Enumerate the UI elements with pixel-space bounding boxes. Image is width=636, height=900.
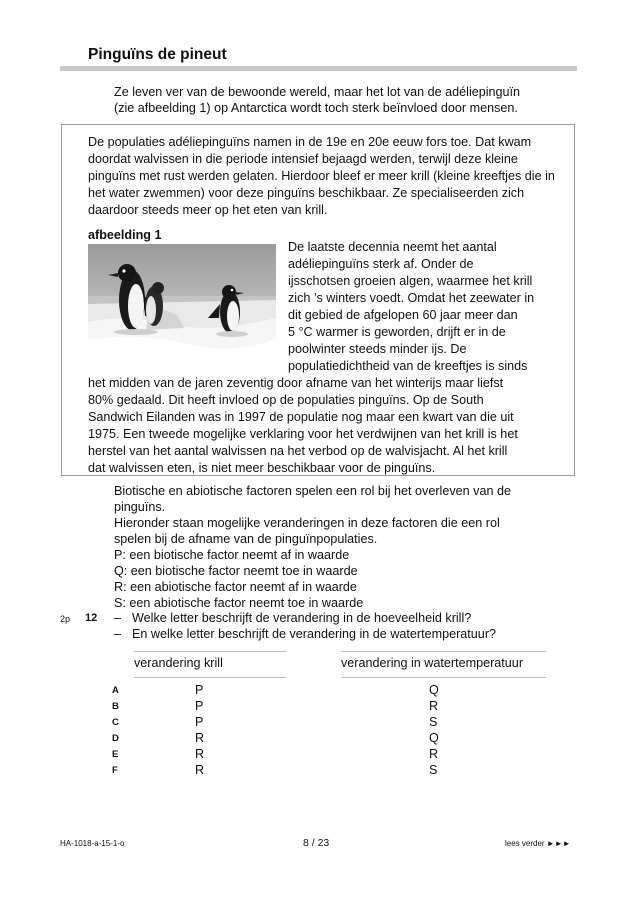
text-line: dit gebied de afgelopen 60 jaar meer dan [288, 308, 518, 322]
option-temperature: Q [429, 683, 439, 697]
option-temperature: Q [429, 731, 439, 745]
source-paragraph-1: De populaties adéliepinguïns namen in de 19e en 20e eeuw fors toe. Dat kwam doordat walvissen in die periode intensief bejaagd werden, terwijl deze kleine pinguïns met rust werden gelaten. Hierdoor bleef er meer krill (kleine kreeftjes die in het water zwemmen) voor deze pinguïns beschikbaar. Ze specialiseerden zich daardoor steeds meer op het eten van krill. [88, 135, 555, 217]
footer-continue: lees verder ►►► [505, 839, 571, 848]
question-number: 12 [85, 612, 98, 624]
text-line: zich ’s winters voedt. Omdat het zeewater in [288, 291, 535, 305]
column-header-krill: verandering krill [134, 656, 223, 670]
text-line: 1975. Een tweede mogelijke verklaring voor het verdwijnen van het krill is het [88, 427, 518, 441]
question-items [114, 610, 496, 642]
dash-bullet: – [114, 627, 122, 641]
text-line: Biotische en abiotische factoren spelen een rol bij het overleven van de [114, 484, 511, 498]
table-rule [134, 651, 286, 652]
dash-bullet: – [114, 611, 122, 625]
option-temperature: R [429, 699, 439, 713]
source-paragraph-2 [88, 375, 568, 477]
page-title: Pinguïns de pineut [88, 46, 227, 63]
option-krill: P [195, 715, 204, 729]
intro-line: Ze leven ver van de bewoonde wereld, maar het lot van de adéliepinguïn [114, 85, 521, 99]
text-line: De laatste decennia neemt het aantal [288, 240, 497, 254]
option-krill: P [195, 683, 204, 697]
column-header-temperature: verandering in watertemperatuur [341, 656, 524, 670]
text-line: 5 °C warmer is geworden, drijft er in de [288, 325, 506, 339]
table-rule [134, 677, 286, 678]
text-line: dat walvissen eten, is niet meer beschikbaar voor de pinguïns. [88, 461, 436, 475]
intro-text [114, 84, 564, 116]
option-definition: S: een abiotische factor neemt toe in waarde [114, 596, 364, 610]
text-line: herstel van het aantal walvissen na het verbod op de walvisjacht. Al het krill [88, 444, 508, 458]
option-temperature: R [429, 747, 439, 761]
source-text-box [61, 124, 575, 476]
option-definition: R: een abiotische factor neemt af in waarde [114, 580, 357, 594]
question-text: En welke letter beschrijft de verandering in de watertemperatuur? [132, 627, 497, 641]
question-text: Welke letter beschrijft de verandering in de hoeveelheid krill? [132, 611, 472, 625]
question-item [114, 610, 496, 626]
text-line: 80% gedaald. Dit heeft invloed op de populaties pinguïns. Op de South [88, 393, 484, 407]
footer-exam-code: HA-1018-a-15-1-o [60, 839, 125, 848]
text-line: Hieronder staan mogelijke veranderingen in deze factoren die een rol [114, 516, 500, 530]
option-temperature: S [429, 715, 438, 729]
question-points: 2p [60, 614, 71, 624]
option-letter: C [112, 717, 119, 728]
penguin-photo-illustration [88, 244, 276, 369]
text-line: het midden van de jaren zeventig door afname van het winterijs maar liefst [88, 376, 504, 390]
option-letter: F [112, 765, 118, 776]
option-krill: R [195, 763, 205, 777]
option-letter: E [112, 749, 119, 760]
text-line: populatiedichtheid van de kreeftjes is sinds [288, 359, 528, 373]
text-line: spelen bij de afname van de pinguïnpopulaties. [114, 532, 378, 546]
penguin-photo [88, 244, 276, 369]
text-line: Sandwich Eilanden was in 1997 de populatie nog maar een kwart van die uit [88, 410, 514, 424]
question-intro [114, 483, 564, 611]
table-rule [341, 677, 546, 678]
answer-option-row [0, 747, 636, 763]
option-definition: P: een biotische factor neemt af in waarde [114, 548, 350, 562]
text-line: poolwinter steeds minder ijs. De [288, 342, 467, 356]
footer-page-number: 8 / 23 [303, 837, 330, 849]
table-rule [341, 651, 546, 652]
option-letter: A [112, 685, 119, 696]
text-line: adéliepinguïns sterk af. Onder de [288, 257, 474, 271]
option-krill: P [195, 699, 204, 713]
intro-line: (zie afbeelding 1) op Antarctica wordt toch sterk beïnvloed door mensen. [114, 101, 518, 115]
figure-title: afbeelding 1 [88, 228, 162, 242]
option-definition: Q: een biotische factor neemt toe in waarde [114, 564, 358, 578]
question-item [114, 626, 496, 642]
option-krill: R [195, 731, 205, 745]
answer-option-row [0, 763, 636, 779]
option-letter: D [112, 733, 119, 744]
option-letter: B [112, 701, 119, 712]
answer-option-row [0, 699, 636, 715]
text-line: pinguïns. [114, 500, 166, 514]
text-line: ijsschotsen groeien algen, waarmee het krill [288, 274, 533, 288]
option-krill: R [195, 747, 205, 761]
answer-option-row [0, 731, 636, 747]
option-temperature: S [429, 763, 438, 777]
figure-side-text [288, 239, 568, 375]
title-rule [60, 66, 577, 71]
answer-option-row [0, 683, 636, 699]
answer-option-row [0, 715, 636, 731]
